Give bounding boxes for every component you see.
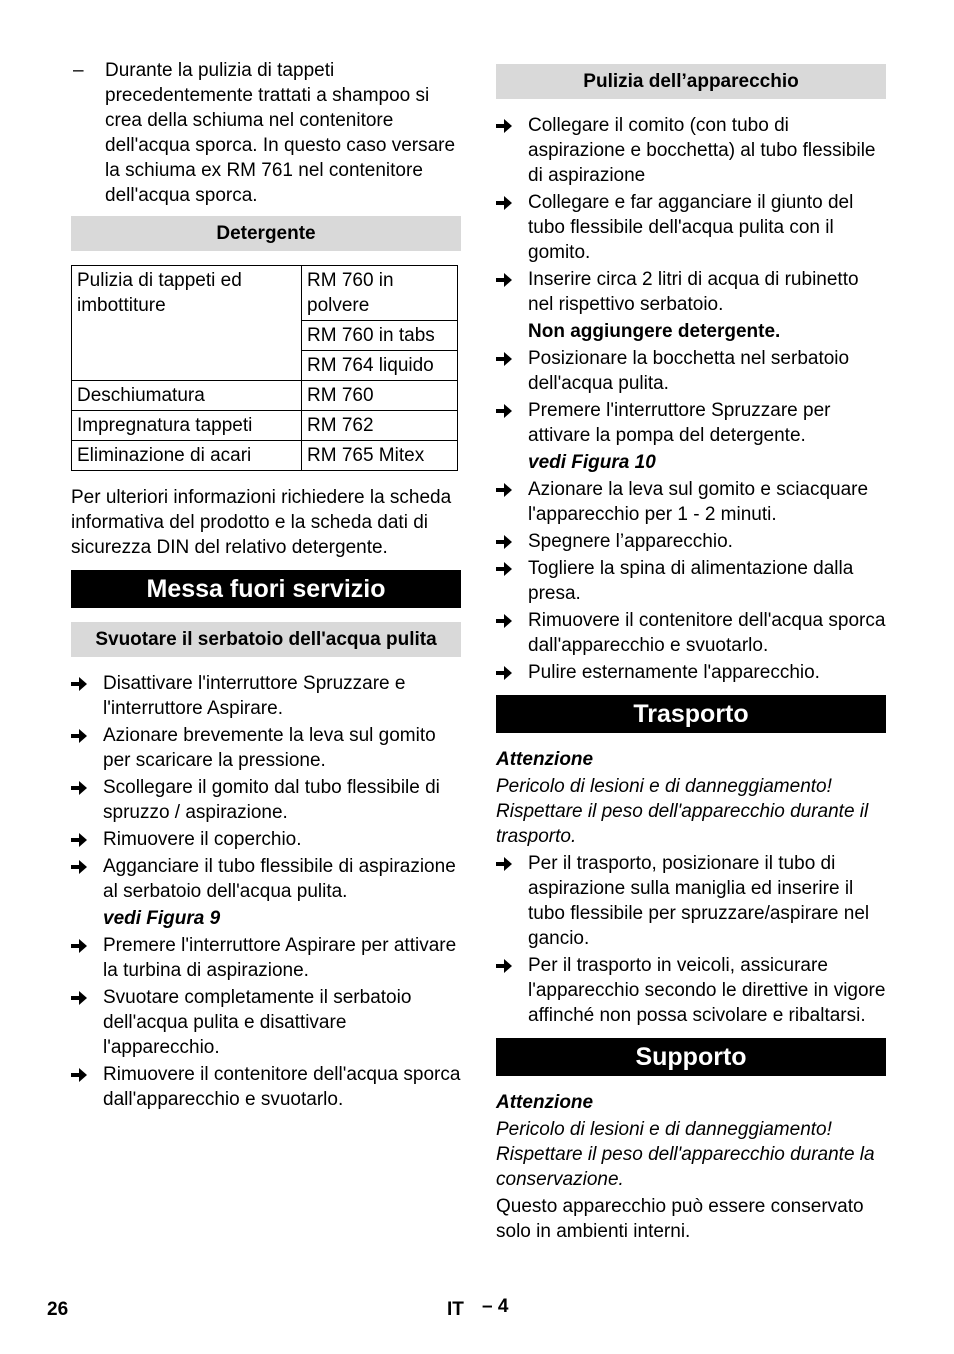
section-number: – 4 (482, 1296, 509, 1317)
table-row (72, 411, 458, 441)
step-text: Azionare la leva sul gomito e sciacquare l'apparecchio per 1 - 2 minuti. (528, 479, 869, 525)
arrow-right-icon (496, 346, 528, 396)
step-text: Per il trasporto in veicoli, assicurare l'apparecchio secondo le direttive in vigore affinché non possa scivolare e ribaltarsi. (528, 955, 886, 1026)
arrow-right-icon (496, 529, 528, 554)
arrow-right-icon (496, 398, 528, 448)
table-row (72, 381, 458, 411)
table-cell-value: RM 762 (302, 411, 458, 441)
step-item (496, 660, 886, 685)
step-item (496, 851, 886, 951)
table-cell-value: RM 765 Mitex (302, 441, 458, 471)
arrow-right-icon (71, 775, 103, 825)
supporto-attention-text: Pericolo di lesioni e di danneggiamento! Rispettare il peso dell'apparecchio durante la conservazione. (496, 1119, 875, 1190)
trasporto-heading: Trasporto (496, 695, 886, 733)
page-number: 26 (47, 1299, 69, 1320)
step-text: Scollegare il gomito dal tubo flessibile di spruzzo / aspirazione. (103, 777, 440, 823)
step-text: Rimuovere il contenitore dell'acqua sporca dall'apparecchio e svuotarlo. (528, 610, 886, 656)
step-item (71, 723, 461, 773)
left-steps-list-2 (71, 933, 461, 1112)
step-item (71, 933, 461, 983)
detergente-heading: Detergente (71, 216, 461, 251)
table-cell-value: RM 760 in tabs (302, 321, 458, 351)
step-item (71, 827, 461, 852)
step-item (496, 190, 886, 265)
table-cell-value: RM 760 (302, 381, 458, 411)
language-code: IT (447, 1299, 464, 1320)
step-text: Disattivare l'interruttore Spruzzare e l'interruttore Aspirare. (103, 673, 406, 719)
arrow-right-icon (71, 985, 103, 1060)
info-paragraph: Per ulteriori informazioni richiedere la scheda informativa del prodotto e la scheda dati di sicurezza DIN del relativo detergente. (71, 487, 452, 558)
step-item (496, 267, 886, 317)
arrow-right-icon (496, 556, 528, 606)
intro-text: Durante la pulizia di tappeti precedentemente trattati a shampoo si crea della schiuma nel contenitore dell'acqua sporca. In questo caso versare la schiuma ex RM 761 nel contenitore dell'acqua sporca. (105, 60, 456, 206)
arrow-right-icon (496, 113, 528, 188)
step-item (496, 953, 886, 1028)
step-item (496, 113, 886, 188)
arrow-right-icon (71, 1062, 103, 1112)
arrow-right-icon (71, 854, 103, 904)
left-steps-list (71, 671, 461, 904)
table-row (72, 441, 458, 471)
right-steps-list-3 (496, 477, 886, 685)
table-row (72, 266, 458, 321)
arrow-right-icon (496, 660, 528, 685)
step-item (71, 1062, 461, 1112)
table-cell-label: Impregnatura tappeti (72, 411, 302, 441)
step-item (496, 346, 886, 396)
right-steps-list-2 (496, 346, 886, 448)
step-item (496, 608, 886, 658)
step-text: Inserire circa 2 litri di acqua di rubinetto nel rispettivo serbatoio. (528, 269, 859, 315)
step-item (496, 529, 886, 554)
step-text: Collegare e far agganciare il giunto del tubo flessibile dell'acqua pulita con il gomito. (528, 192, 854, 263)
step-text: Pulire esternamente l'apparecchio. (528, 662, 820, 683)
no-detergent-note: Non aggiungere detergente. (528, 321, 781, 342)
step-text: Svuotare completamente il serbatoio dell'acqua pulita e disattivare l'apparecchio. (103, 987, 412, 1058)
step-item (71, 985, 461, 1060)
table-cell-value: RM 760 in polvere (302, 266, 458, 321)
trasporto-steps-list (496, 851, 886, 1028)
arrow-right-icon (496, 851, 528, 951)
arrow-right-icon (496, 953, 528, 1028)
list-dash: – (73, 60, 84, 81)
step-text: Posizionare la bocchetta nel serbatoio dell'acqua pulita. (528, 348, 850, 394)
trasporto-attention-text: Pericolo di lesioni e di danneggiamento! Rispettare il peso dell'apparecchio durante il trasporto. (496, 776, 869, 847)
step-item (496, 556, 886, 606)
detergent-table (71, 265, 458, 471)
table-cell-label: Deschiumatura (72, 381, 302, 411)
right-column (496, 58, 886, 1246)
svuotare-heading: Svuotare il serbatoio dell'acqua pulita (71, 622, 461, 657)
supporto-attention-label: Attenzione (496, 1092, 594, 1113)
step-text: Premere l'interruttore Aspirare per attivare la turbina di aspirazione. (103, 935, 457, 981)
step-text: Togliere la spina di alimentazione dalla presa. (528, 558, 854, 604)
supporto-paragraph: Questo apparecchio può essere conservato solo in ambienti interni. (496, 1196, 864, 1242)
step-item (496, 477, 886, 527)
step-item (496, 398, 886, 448)
arrow-right-icon (71, 827, 103, 852)
intro-list-item (71, 58, 461, 208)
arrow-right-icon (71, 671, 103, 721)
arrow-right-icon (71, 723, 103, 773)
messa-fuori-servizio-heading: Messa fuori servizio (71, 570, 461, 608)
step-text: Rimuovere il coperchio. (103, 829, 302, 850)
step-item (71, 775, 461, 825)
step-text: Azionare brevemente la leva sul gomito per scaricare la pressione. (103, 725, 436, 771)
arrow-right-icon (71, 933, 103, 983)
step-item (71, 671, 461, 721)
figure-ref-10: vedi Figura 10 (528, 452, 656, 473)
table-cell-value: RM 764 liquido (302, 351, 458, 381)
step-text: Rimuovere il contenitore dell'acqua sporca dall'apparecchio e svuotarlo. (103, 1064, 461, 1110)
pulizia-heading: Pulizia dell’apparecchio (496, 64, 886, 99)
right-steps-list (496, 113, 886, 317)
arrow-right-icon (496, 267, 528, 317)
figure-ref-9: vedi Figura 9 (103, 908, 221, 929)
step-item (71, 854, 461, 904)
arrow-right-icon (496, 477, 528, 527)
table-cell-label: Pulizia di tappeti ed imbottiture (72, 266, 302, 381)
step-text: Per il trasporto, posizionare il tubo di aspirazione sulla maniglia ed inserire il tubo flessibile per spruzzare/aspirare nel gancio. (528, 853, 870, 949)
step-text: Spegnere l’apparecchio. (528, 531, 733, 552)
table-cell-label: Eliminazione di acari (72, 441, 302, 471)
step-text: Collegare il comito (con tubo di aspirazione e bocchetta) al tubo flessibile di aspirazione (528, 115, 876, 186)
step-text: Premere l'interruttore Spruzzare per attivare la pompa del detergente. (528, 400, 831, 446)
arrow-right-icon (496, 190, 528, 265)
left-column (71, 58, 461, 1114)
arrow-right-icon (496, 608, 528, 658)
trasporto-attention-label: Attenzione (496, 749, 594, 770)
step-text: Agganciare il tubo flessibile di aspirazione al serbatoio dell'acqua pulita. (103, 856, 456, 902)
supporto-heading: Supporto (496, 1038, 886, 1076)
